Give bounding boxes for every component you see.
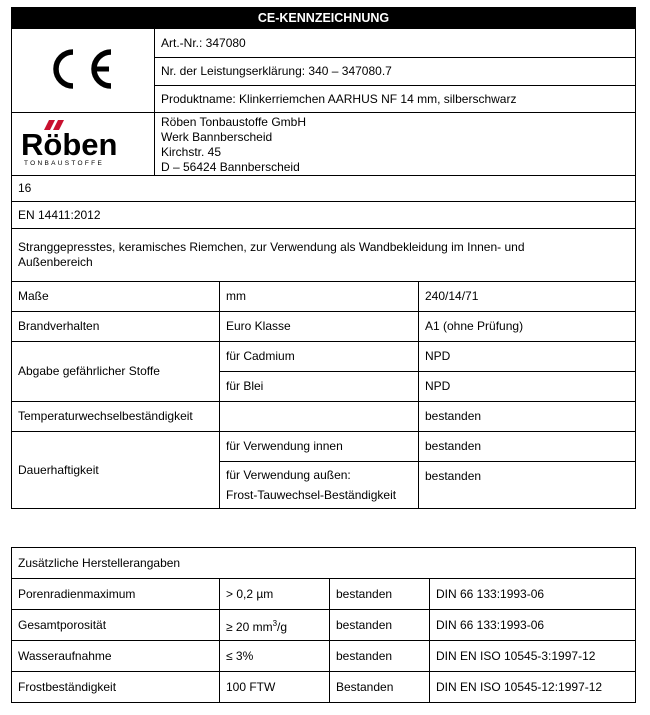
additional-row-norm: DIN 66 133:1993-06: [430, 610, 636, 641]
additional-row-label: Wasseraufnahme: [12, 641, 220, 672]
ce-mark-icon: [43, 44, 123, 94]
additional-title: Zusätzliche Herstellerangaben: [12, 548, 636, 579]
prop-durability-sub: für Verwendung innen: [220, 432, 419, 462]
prop-hazard-sub: für Cadmium: [220, 342, 419, 372]
prop-thermal-label: Temperaturwechselbeständigkeit: [12, 402, 220, 432]
ce-marking-table: [11, 7, 636, 509]
durability-sub-line: Frost-Tauwechsel-Beständigkeit: [226, 488, 397, 502]
declaration-nr: Nr. der Leistungserklärung: 340 – 347080.7: [155, 58, 636, 86]
additional-row-value: 100 FTW: [220, 672, 330, 703]
additional-info-table: [11, 547, 636, 703]
ce-logo-cell: [12, 29, 155, 113]
value-superscript: 3: [272, 618, 278, 628]
additional-row-norm: DIN EN ISO 10545-12:1997-12: [430, 672, 636, 703]
prop-durability-sub: [220, 462, 419, 509]
description-line: Außenbereich: [18, 255, 93, 269]
additional-row-value: [220, 610, 330, 641]
additional-row-label: Gesamtporosität: [12, 610, 220, 641]
durability-sub-line: für Verwendung außen:: [226, 468, 351, 482]
prop-fire-unit: Euro Klasse: [220, 312, 419, 342]
additional-row-result: bestanden: [330, 579, 430, 610]
prop-thermal-unit: [220, 402, 419, 432]
additional-row-label: Frostbeständigkeit: [12, 672, 220, 703]
prop-fire-value: A1 (ohne Prüfung): [419, 312, 636, 342]
value-main: ≥ 20 mm: [226, 619, 273, 634]
additional-row-value: > 0,2 µm: [220, 579, 330, 610]
value-tail: /g: [277, 619, 288, 634]
additional-row-label: Porenradienmaximum: [12, 579, 220, 610]
product-description: [12, 229, 636, 282]
additional-row-result: Bestanden: [330, 672, 430, 703]
address-line: Röben Tonbaustoffe GmbH: [161, 115, 306, 129]
year-marking: 16: [12, 176, 636, 202]
additional-row-value: ≤ 3%: [220, 641, 330, 672]
prop-hazard-label: Abgabe gefährlicher Stoffe: [12, 342, 220, 402]
prop-thermal-value: bestanden: [419, 402, 636, 432]
prop-dimensions-unit: mm: [220, 282, 419, 312]
prop-hazard-value: NPD: [419, 342, 636, 372]
logo-subtitle: TONBAUSTOFFE: [24, 160, 105, 167]
address-line: D – 56424 Bannberscheid: [161, 160, 300, 174]
ce-header-title: CE-KENNZEICHNUNG: [12, 8, 636, 29]
prop-durability-label: Dauerhaftigkeit: [12, 432, 220, 509]
prop-fire-label: Brandverhalten: [12, 312, 220, 342]
additional-row-norm: DIN EN ISO 10545-3:1997-12: [430, 641, 636, 672]
additional-row-norm: DIN 66 133:1993-06: [430, 579, 636, 610]
product-name: Produktname: Klinkerriemchen AARHUS NF 14 mm, silberschwarz: [155, 86, 636, 113]
art-nr: Art.-Nr.: 347080: [155, 29, 636, 58]
address-line: Kirchstr. 45: [161, 145, 222, 159]
roeben-logo: [18, 116, 142, 168]
additional-row-result: bestanden: [330, 641, 430, 672]
norm-reference: EN 14411:2012: [12, 202, 636, 229]
prop-dimensions-value: 240/14/71: [419, 282, 636, 312]
logo-wordmark: Röben: [21, 127, 118, 162]
prop-dimensions-label: Maße: [12, 282, 220, 312]
manufacturer-logo-cell: [12, 113, 155, 176]
prop-hazard-sub: für Blei: [220, 372, 419, 402]
prop-hazard-value: NPD: [419, 372, 636, 402]
description-line: Stranggepresstes, keramisches Riemchen, zur Verwendung als Wandbekleidung im Innen- und: [18, 240, 525, 254]
address-line: Werk Bannberscheid: [161, 130, 273, 144]
manufacturer-address: [155, 113, 636, 176]
prop-durability-value: bestanden: [419, 462, 636, 509]
prop-durability-value: bestanden: [419, 432, 636, 462]
additional-row-result: bestanden: [330, 610, 430, 641]
